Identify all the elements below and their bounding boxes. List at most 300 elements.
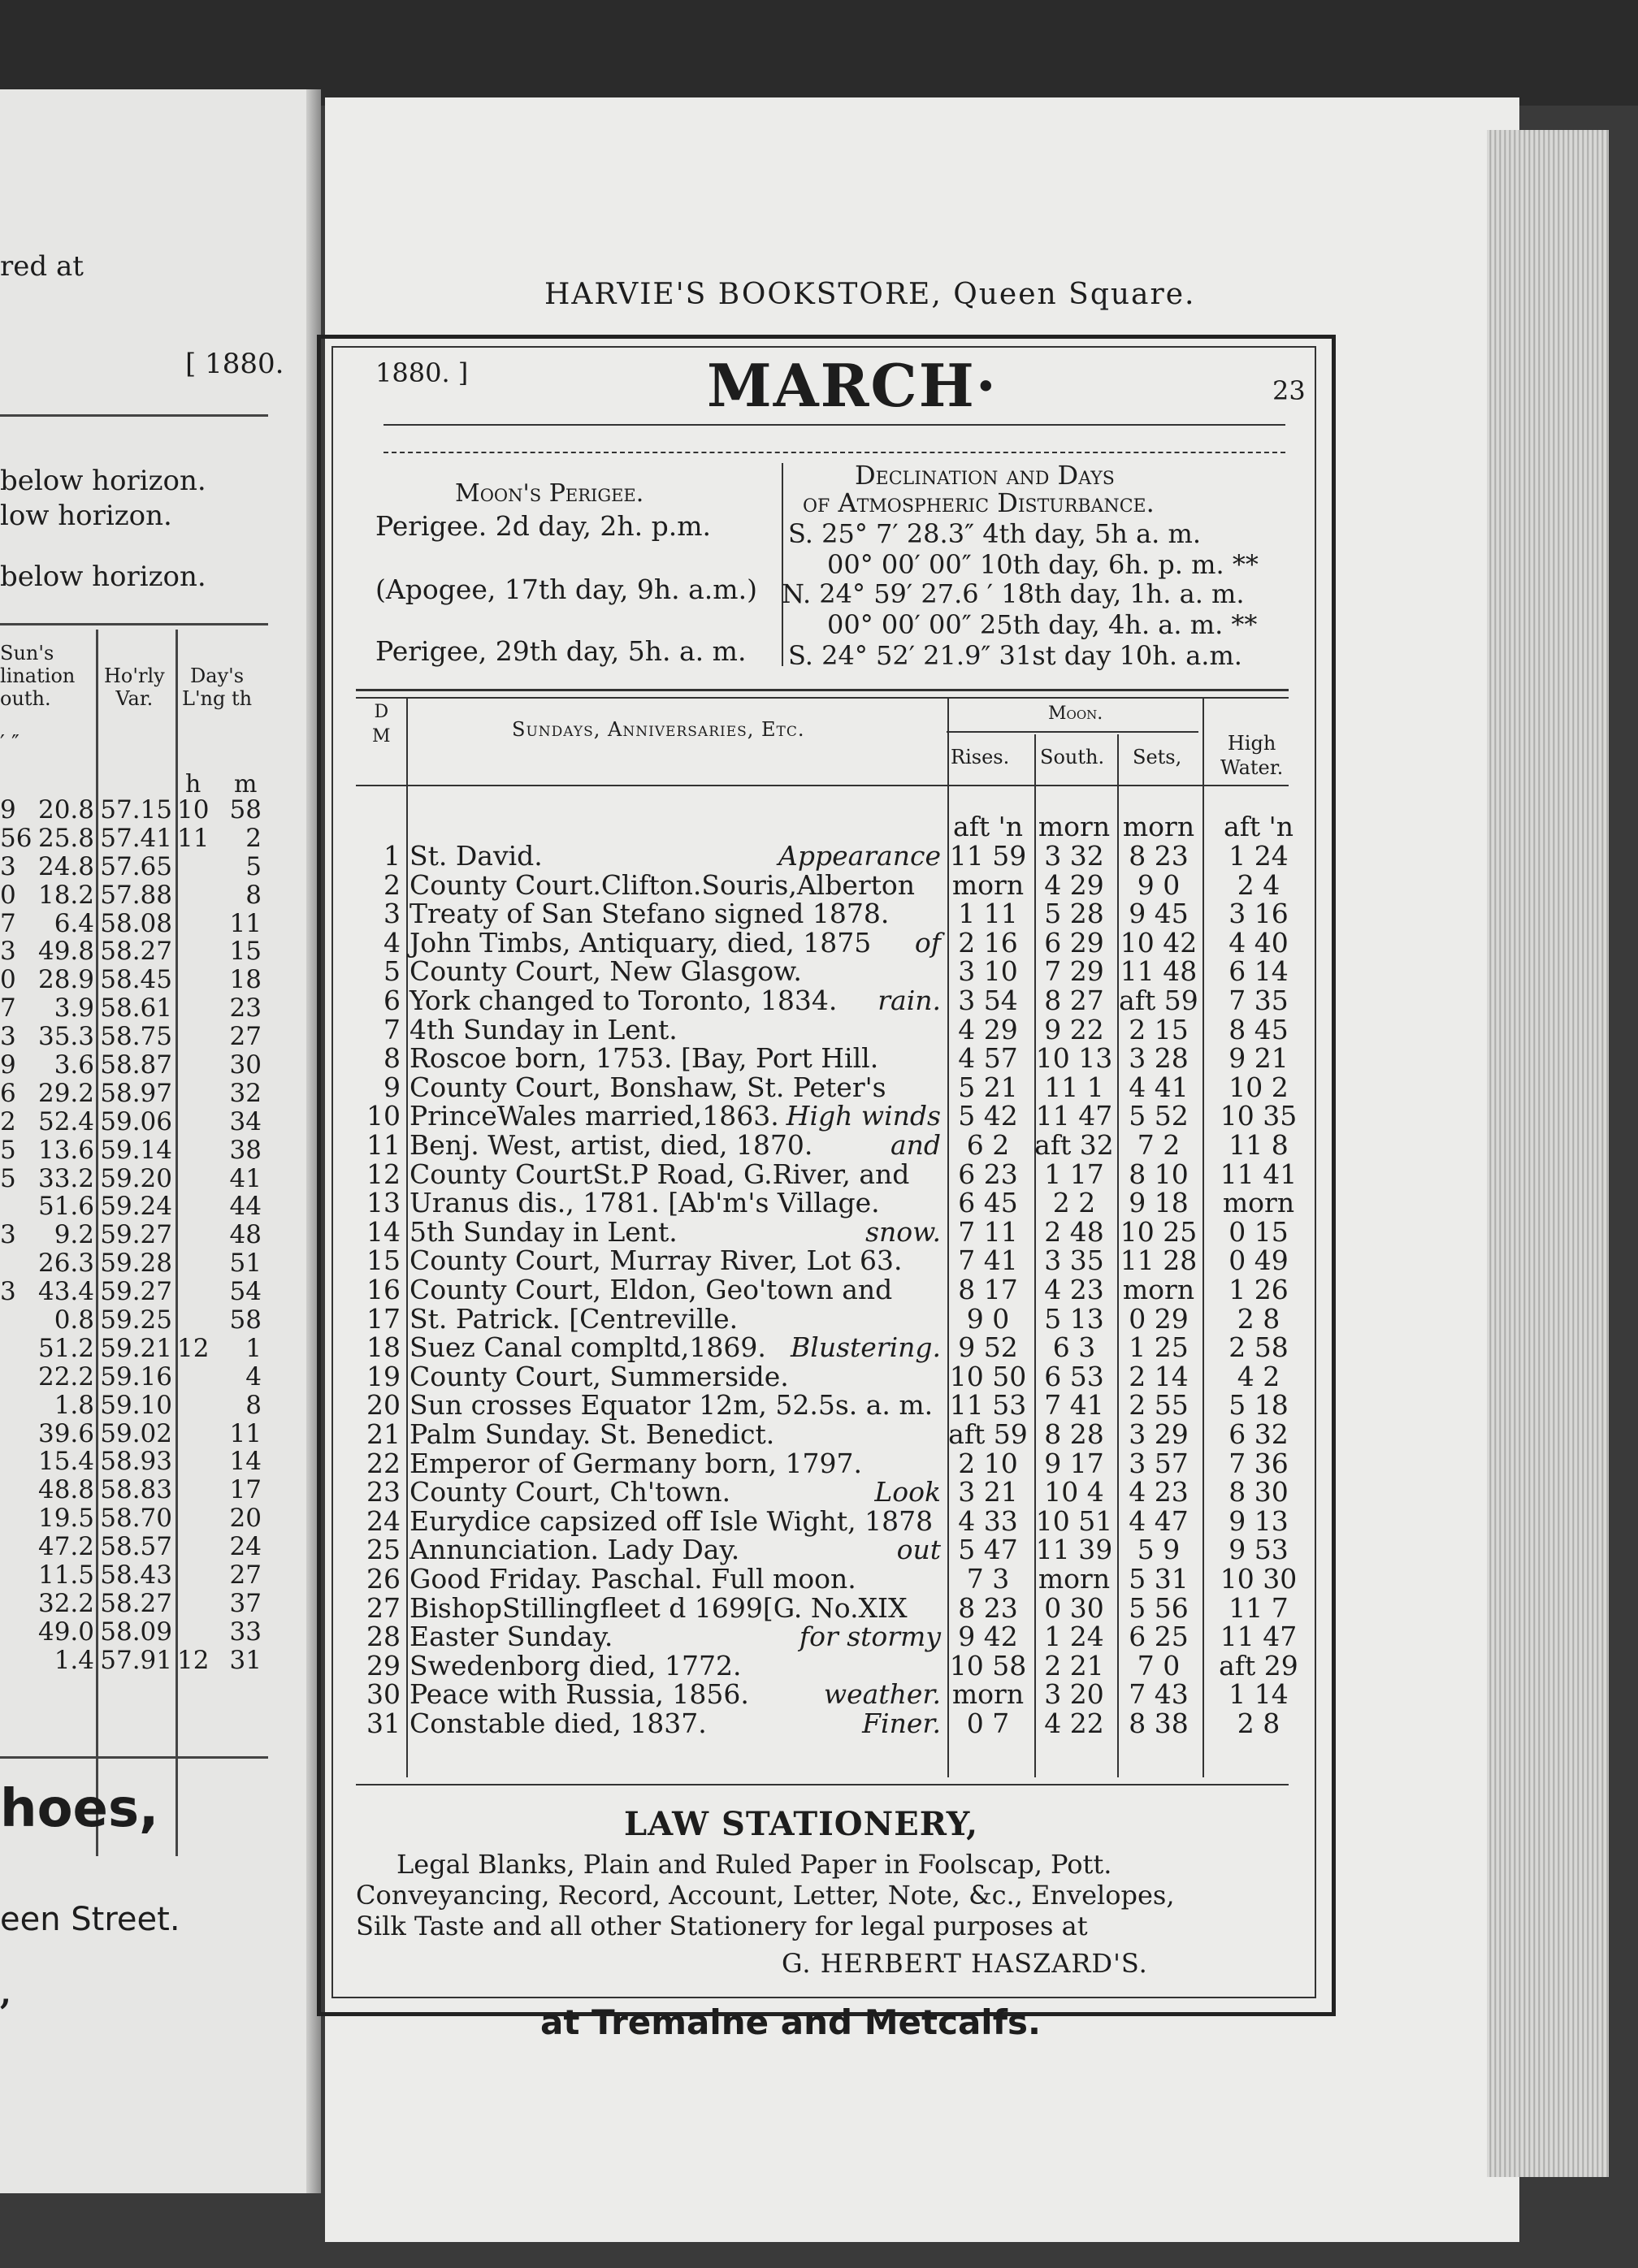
declination-heading-1: Declination and Days: [855, 460, 1115, 491]
left-cell-e: 27: [229, 1022, 262, 1052]
left-cell-b: 39.6: [37, 1418, 94, 1448]
table-row: [0, 1532, 1638, 1566]
moon-sets: 4 47: [1129, 1504, 1189, 1537]
high-water: 9 53: [1228, 1534, 1289, 1566]
event-text: Swedenborg died, 1772.: [410, 1649, 742, 1682]
event-text: County Court, Eldon, Geo'town and: [410, 1274, 893, 1305]
moon-sets: 4 23: [1129, 1476, 1189, 1508]
table-row: [0, 1275, 1638, 1305]
high-water: 2 4: [1237, 868, 1280, 901]
page-number: 23: [1272, 375, 1306, 406]
perigee-heading: Moon's Perigee.: [455, 479, 644, 508]
left-cell-c: 58.83: [100, 1475, 172, 1505]
moon-rises: 2 10: [958, 1447, 1018, 1479]
day-number: 19: [366, 1360, 401, 1392]
declination-heading-2: of Atmospheric Disturbance.: [803, 487, 1155, 518]
event-text: Eurydice capsized off Isle Wight, 1878: [410, 1504, 934, 1537]
high-water: 11 47: [1220, 1621, 1298, 1653]
day-number: 12: [366, 1158, 401, 1190]
table-row: [0, 1246, 1638, 1275]
left-cell-b: 13.6: [37, 1135, 94, 1165]
moon-rises: 5 47: [958, 1534, 1018, 1566]
left-cell-a: 56: [0, 823, 32, 853]
day-number: 16: [366, 1274, 401, 1305]
left-cell-e: 38: [229, 1135, 262, 1165]
header-dm: D M: [372, 702, 391, 747]
left-cell-c: 58.27: [100, 937, 172, 967]
declination-line-2: 00° 00′ 00″ 10th day, 6h. p. m. **: [827, 549, 1259, 580]
moon-south: 4 22: [1044, 1707, 1104, 1739]
header-rule: [384, 424, 1285, 426]
event-text: PrinceWales married,1863.: [410, 1100, 779, 1132]
moon-sets: 8 10: [1129, 1158, 1189, 1190]
left-cell-e: 4: [245, 1361, 262, 1392]
table-row: [0, 1044, 1638, 1073]
table-top-rule: [356, 689, 1289, 691]
left-cell-a: 5: [0, 1163, 16, 1193]
left-cell-c: 59.06: [100, 1106, 172, 1136]
left-cell-e: 2: [245, 823, 262, 853]
moon-south: 11 1: [1044, 1071, 1104, 1103]
table-row: [0, 899, 1638, 928]
high-water: 10 2: [1228, 1071, 1289, 1103]
left-cell-b: 52.4: [37, 1106, 94, 1136]
day-number: 1: [384, 840, 401, 872]
moon-south: 7 41: [1044, 1389, 1104, 1422]
weather-note: Finer.: [862, 1707, 941, 1739]
left-cell-a: 7: [0, 908, 16, 938]
left-cell-e: 17: [229, 1475, 262, 1505]
moon-south: 6 3: [1052, 1331, 1096, 1364]
table-marker-row: [0, 812, 1638, 842]
header-high-water: High Water.: [1220, 732, 1284, 779]
table-row: [0, 1420, 1638, 1449]
moon-south: 10 51: [1035, 1504, 1113, 1537]
moon-south: 8 27: [1044, 985, 1104, 1016]
advert-line-3: Silk Taste and all other Stationery for legal purposes at: [356, 1911, 1088, 1941]
table-row: [0, 1073, 1638, 1102]
high-water: 2 58: [1228, 1331, 1289, 1364]
left-cell-c: 57.91: [100, 1645, 172, 1675]
weather-note: out: [896, 1534, 941, 1566]
day-number: 11: [366, 1129, 401, 1161]
high-water: 6 32: [1228, 1418, 1289, 1450]
day-number: 18: [366, 1331, 401, 1364]
high-water: 11 41: [1220, 1158, 1298, 1190]
left-cell-b: 29.2: [37, 1078, 94, 1108]
moon-south: 1 24: [1044, 1621, 1104, 1653]
weather-note: weather.: [823, 1678, 941, 1711]
event-text: John Timbs, Antiquary, died, 1875: [410, 926, 872, 959]
left-cell-d: 12: [177, 1645, 210, 1675]
day-number: 30: [366, 1678, 401, 1711]
left-cell-e: 8: [245, 1390, 262, 1420]
left-cell-e: 44: [229, 1192, 262, 1222]
left-cell-e: 58: [229, 1305, 262, 1335]
moon-sets: 1 25: [1129, 1331, 1189, 1364]
weather-note: and: [890, 1129, 941, 1161]
table-row: [0, 1160, 1638, 1189]
day-number: 3: [384, 898, 401, 930]
perigee-line-1: Perigee. 2d day, 2h. p.m.: [375, 510, 712, 542]
moon-south: 10 4: [1044, 1476, 1104, 1508]
left-cell-b: 43.4: [37, 1277, 94, 1307]
moon-rises: 7 3: [966, 1563, 1010, 1595]
left-cell-c: 58.09: [100, 1617, 172, 1647]
moon-south: aft 32: [1034, 1129, 1114, 1161]
table-row: [0, 957, 1638, 986]
left-cell-e: 27: [229, 1560, 262, 1591]
left-cell-e: 58: [229, 795, 262, 825]
moon-sets: 8 23: [1129, 840, 1189, 872]
moon-sets: 2 55: [1129, 1389, 1189, 1422]
advert-title: LAW STATIONERY,: [624, 1805, 979, 1843]
left-cell-c: 59.02: [100, 1418, 172, 1448]
advert-signature: G. HERBERT HASZARD'S.: [782, 1948, 1148, 1979]
event-text: Uranus dis., 1781. [Ab'm's Village.: [410, 1187, 880, 1219]
left-cell-e: 37: [229, 1588, 262, 1618]
weather-note: rain.: [878, 985, 941, 1016]
moon-rises: aft 59: [948, 1418, 1028, 1450]
left-cell-b: 51.6: [37, 1192, 94, 1222]
left-year: [ 1880.: [185, 348, 284, 380]
table-row: [0, 1504, 1638, 1537]
left-cell-b: 11.5: [37, 1560, 94, 1591]
left-cell-a: 3: [0, 1022, 16, 1052]
event-text: Treaty of San Stefano signed 1878.: [410, 898, 890, 930]
header-sundays: Sundays, Anniversaries, Etc.: [512, 718, 805, 741]
left-cell-c: 59.16: [100, 1361, 172, 1392]
event-text: Annunciation. Lady Day.: [410, 1534, 740, 1566]
left-cell-b: 6.4: [54, 908, 94, 938]
left-cell-e: 18: [229, 965, 262, 995]
left-cell-b: 19.5: [37, 1504, 94, 1534]
header-rises: Rises.: [951, 746, 1010, 768]
left-cell-c: 58.70: [100, 1504, 172, 1534]
left-cell-b: 22.2: [37, 1361, 94, 1392]
moon-rises: 6 23: [958, 1158, 1018, 1190]
left-cell-e: 8: [245, 880, 262, 910]
day-number: 23: [366, 1476, 401, 1508]
header-rule-dashed: [384, 452, 1285, 453]
weather-note: for stormy: [799, 1621, 941, 1653]
event-text: County Court, New Glasgow.: [410, 955, 802, 988]
moon-rises: 3 54: [958, 985, 1018, 1016]
left-cell-a: 0: [0, 880, 16, 910]
left-cell-b: 28.9: [37, 965, 94, 995]
event-text: York changed to Toronto, 1834.: [410, 985, 838, 1016]
moon-sets: 7 2: [1137, 1129, 1181, 1161]
left-cell-e: 31: [229, 1645, 262, 1675]
moon-sets: 7 0: [1137, 1649, 1181, 1682]
declination-line-1: S. 25° 7′ 28.3″ 4th day, 5h a. m.: [788, 518, 1201, 549]
high-water: 0 15: [1228, 1215, 1289, 1248]
day-number: 9: [384, 1071, 401, 1103]
moon-sets: 0 29: [1129, 1302, 1189, 1335]
weather-note: Look: [874, 1476, 941, 1508]
moon-rises: 1 11: [958, 898, 1018, 930]
event-text: Suez Canal compltd,1869.: [410, 1331, 766, 1364]
year-left: 1880. ]: [375, 357, 469, 388]
moon-south: 11 39: [1035, 1534, 1113, 1566]
high-water: 9 13: [1228, 1504, 1289, 1537]
moon-subrule: [947, 731, 1198, 733]
moon-south: 4 29: [1044, 868, 1104, 901]
left-cell-c: 59.10: [100, 1390, 172, 1420]
moon-sets: 5 9: [1137, 1534, 1181, 1566]
advert-line-1: Legal Blanks, Plain and Ruled Paper in Foolscap, Pott.: [396, 1849, 1112, 1880]
moon-rises: 3 10: [958, 955, 1018, 988]
day-number: 29: [366, 1649, 401, 1682]
moon-sets: 7 43: [1129, 1678, 1189, 1711]
left-cell-e: 11: [229, 908, 262, 938]
moon-rises: morn: [951, 1678, 1025, 1711]
high-water: aft 29: [1219, 1649, 1298, 1682]
left-cell-c: 58.97: [100, 1078, 172, 1108]
moon-sets: 3 28: [1129, 1042, 1189, 1075]
moon-south: 0 30: [1044, 1591, 1104, 1624]
left-cell-b: 1.8: [54, 1390, 94, 1420]
left-cell-c: 59.25: [100, 1305, 172, 1335]
left-cell-c: 59.14: [100, 1135, 172, 1165]
high-water: 4 2: [1237, 1360, 1280, 1392]
high-water: 2 8: [1237, 1707, 1280, 1739]
moon-rises: 4 57: [958, 1042, 1018, 1075]
left-cell-b: 48.8: [37, 1475, 94, 1505]
event-text: Palm Sunday. St. Benedict.: [410, 1418, 775, 1450]
left-cell-c: 58.57: [100, 1532, 172, 1562]
day-number: 13: [366, 1187, 401, 1219]
month-title: MARCH·: [707, 351, 998, 420]
event-text: County Court.Clifton.Souris,Alberton: [410, 868, 916, 901]
high-water: 3 16: [1228, 898, 1289, 930]
event-text: 4th Sunday in Lent.: [410, 1013, 678, 1045]
event-text: County Court, Ch'town.: [410, 1476, 731, 1508]
left-col-header-var: Ho'rly Var.: [104, 664, 165, 710]
left-rule: [0, 1756, 268, 1759]
moon-rises: 6 45: [958, 1187, 1018, 1219]
left-cell-c: 58.43: [100, 1560, 172, 1591]
left-cell-b: 33.2: [37, 1163, 94, 1193]
left-ad-word: hoes,: [0, 1779, 159, 1839]
left-ad-street: een Street.: [0, 1901, 180, 1938]
left-cell-e: 48: [229, 1220, 262, 1250]
table-row: [0, 986, 1638, 1015]
table-row: [0, 1131, 1638, 1160]
left-cell-e: 14: [229, 1447, 262, 1477]
moon-sets: 2 14: [1129, 1360, 1189, 1392]
left-cell-c: 59.20: [100, 1163, 172, 1193]
marker-south: morn: [1038, 811, 1111, 842]
high-water: 7 36: [1228, 1447, 1289, 1479]
day-number: 8: [384, 1042, 401, 1075]
marker-high: aft 'n: [1224, 811, 1294, 842]
left-cell-b: 9.2: [54, 1220, 94, 1250]
moon-south: morn: [1038, 1563, 1111, 1595]
left-cell-c: 58.87: [100, 1050, 172, 1080]
table-row: [0, 1475, 1638, 1508]
left-cell-a: 3: [0, 937, 16, 967]
left-cell-e: 20: [229, 1504, 262, 1534]
event-text: Sun crosses Equator 12m, 52.5s. a. m.: [410, 1389, 934, 1422]
left-cell-b: 51.2: [37, 1333, 94, 1363]
moon-south: 3 35: [1044, 1244, 1104, 1277]
high-water: 8 45: [1228, 1013, 1289, 1045]
day-number: 4: [384, 926, 401, 959]
header-sets: Sets,: [1133, 746, 1182, 768]
moon-south: 1 17: [1044, 1158, 1104, 1190]
left-cell-c: 58.08: [100, 908, 172, 938]
left-cell-a: 3: [0, 851, 16, 881]
marker-rises: aft 'n: [953, 811, 1023, 842]
perigee-divider: [782, 463, 783, 666]
moon-rises: 4 29: [958, 1013, 1018, 1045]
moon-south: 3 20: [1044, 1678, 1104, 1711]
day-number: 24: [366, 1504, 401, 1537]
event-text: Peace with Russia, 1856.: [410, 1678, 749, 1711]
moon-south: 3 32: [1044, 840, 1104, 872]
left-cell-b: 47.2: [37, 1532, 94, 1562]
event-text: County CourtSt.P Road, G.River, and: [410, 1158, 910, 1190]
day-number: 17: [366, 1302, 401, 1335]
table-row: [0, 1391, 1638, 1420]
high-water: 6 14: [1228, 955, 1289, 988]
left-col-header-daylen: Day's L'ng th: [182, 664, 253, 710]
day-number: 31: [366, 1707, 401, 1739]
table-row: [0, 1591, 1638, 1624]
day-number: 28: [366, 1621, 401, 1653]
table-row: [0, 1102, 1638, 1131]
high-water: 1 26: [1228, 1274, 1289, 1305]
perigee-line-2: (Apogee, 17th day, 9h. a.m.): [375, 573, 757, 605]
moon-south: 5 13: [1044, 1302, 1104, 1335]
moon-rises: 5 42: [958, 1100, 1018, 1132]
weather-note: snow.: [865, 1215, 941, 1248]
event-text: St. Patrick. [Centreville.: [410, 1302, 739, 1335]
table-row: [0, 842, 1638, 871]
left-cell-a: 0: [0, 965, 16, 995]
left-cell-e: 5: [245, 851, 262, 881]
moon-sets: 8 38: [1129, 1707, 1189, 1739]
day-number: 21: [366, 1418, 401, 1450]
day-number: 20: [366, 1389, 401, 1422]
event-text: Roscoe born, 1753. [Bay, Port Hill.: [410, 1042, 879, 1075]
left-cell-e: 1: [245, 1333, 262, 1363]
weather-note: Blustering.: [791, 1331, 941, 1364]
left-rule: [0, 623, 268, 625]
left-cell-c: 57.15: [100, 795, 172, 825]
moon-south: 6 29: [1044, 926, 1104, 959]
left-cell-a: 6: [0, 1078, 16, 1108]
left-cell-e: 34: [229, 1106, 262, 1136]
running-head: HARVIE'S BOOKSTORE, Queen Square.: [544, 278, 1196, 311]
left-cell-a: 3: [0, 1277, 16, 1307]
moon-rises: 9 0: [966, 1302, 1010, 1335]
table-row: [0, 1565, 1638, 1594]
left-cell-c: 59.27: [100, 1220, 172, 1250]
left-cell-b: 18.2: [37, 880, 94, 910]
moon-south: 9 17: [1044, 1447, 1104, 1479]
left-cell-c: 58.27: [100, 1588, 172, 1618]
table-row: [0, 1622, 1638, 1651]
left-rule: [0, 414, 268, 417]
day-number: 27: [366, 1591, 401, 1624]
event-text: 5th Sunday in Lent.: [410, 1215, 678, 1248]
declination-line-3: N. 24° 59′ 27.6 ′ 18th day, 1h. a. m.: [782, 578, 1245, 609]
table-top-rule-2: [356, 697, 1289, 699]
left-cell-a: 9: [0, 795, 16, 825]
left-cell-a: 7: [0, 993, 16, 1024]
moon-south: 6 53: [1044, 1360, 1104, 1392]
high-water: 11 7: [1228, 1591, 1289, 1624]
moon-sets: 9 45: [1129, 898, 1189, 930]
left-cell-e: 32: [229, 1078, 262, 1108]
moon-rises: 2 16: [958, 926, 1018, 959]
weather-note: Appearance: [778, 840, 941, 872]
left-cell-b: 25.8: [37, 823, 94, 853]
declination-line-5: S. 24° 52′ 21.9″ 31st day 10h. a.m.: [788, 640, 1242, 671]
moon-sets: aft 59: [1119, 985, 1198, 1016]
left-cell-b: 15.4: [37, 1447, 94, 1477]
left-cell-b: 0.8: [54, 1305, 94, 1335]
moon-sets: 5 31: [1129, 1563, 1189, 1595]
moon-rises: 10 50: [949, 1360, 1027, 1392]
table-row: [0, 1651, 1638, 1681]
left-cell-b: 20.8: [37, 795, 94, 825]
perigee-line-3: Perigee, 29th day, 5h. a. m.: [375, 635, 747, 667]
table-row: [0, 868, 1638, 901]
high-water: 10 35: [1220, 1100, 1298, 1132]
day-number: 14: [366, 1215, 401, 1248]
moon-sets: 3 29: [1129, 1418, 1189, 1450]
left-cell-b: 49.0: [37, 1617, 94, 1647]
high-water: 1 14: [1228, 1678, 1289, 1711]
high-water: 4 40: [1228, 926, 1289, 959]
moon-rises: 9 42: [958, 1621, 1018, 1653]
left-cell-b: 32.2: [37, 1588, 94, 1618]
day-number: 26: [366, 1563, 401, 1595]
left-cell-b: 35.3: [37, 1022, 94, 1052]
left-cell-a: 9: [0, 1050, 16, 1080]
moon-rises: morn: [951, 868, 1025, 901]
left-cell-a: 2: [0, 1106, 16, 1136]
event-text: Benj. West, artist, died, 1870.: [410, 1129, 813, 1161]
left-cell-e: 11: [229, 1418, 262, 1448]
moon-south: 4 23: [1044, 1274, 1104, 1305]
left-cell-e: 51: [229, 1249, 262, 1279]
day-number: 2: [384, 868, 401, 901]
moon-south: 5 28: [1044, 898, 1104, 930]
marker-sets: morn: [1122, 811, 1195, 842]
left-top-text: red at: [0, 250, 84, 283]
moon-rises: 5 21: [958, 1071, 1018, 1103]
left-line-3: below horizon.: [0, 561, 206, 593]
left-cell-e: 30: [229, 1050, 262, 1080]
table-row: [0, 928, 1638, 958]
left-cell-b: 26.3: [37, 1249, 94, 1279]
event-text: Good Friday. Paschal. Full moon.: [410, 1563, 856, 1595]
left-cell-b: 1.4: [54, 1645, 94, 1675]
left-cell-c: 58.75: [100, 1022, 172, 1052]
high-water: 11 8: [1228, 1129, 1289, 1161]
day-number: 10: [366, 1100, 401, 1132]
moon-sets: 5 52: [1129, 1100, 1189, 1132]
left-cell-e: 54: [229, 1277, 262, 1307]
moon-sets: 11 28: [1120, 1244, 1198, 1277]
left-cell-e: 23: [229, 993, 262, 1024]
moon-south: 11 47: [1035, 1100, 1113, 1132]
header-south: South.: [1040, 746, 1105, 768]
